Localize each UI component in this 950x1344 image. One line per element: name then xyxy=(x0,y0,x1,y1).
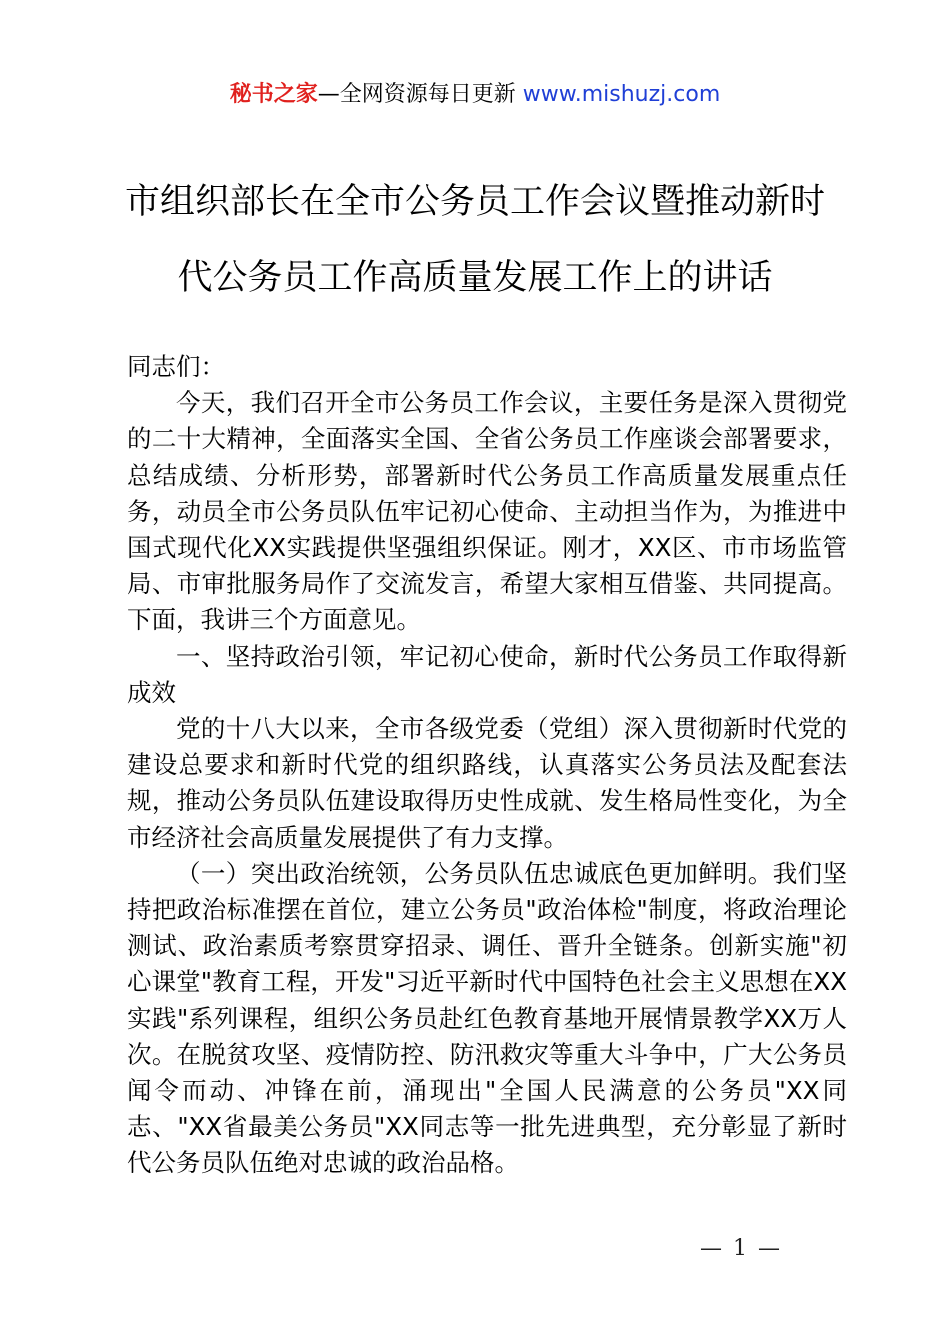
title-line-1: 市组织部长在全市公务员工作会议暨推动新时 xyxy=(124,182,825,222)
paragraph-political-leadership: （一）突出政治统领，公务员队伍忠诚底色更加鲜明。我们坚持把政治标准摆在首位，建立公务员"政治体检"制度，将政治理论测试、政治素质考察贯穿招录、调任、晋升全链条。创新实施"初心课堂"教育工程，开发"习近平新时代中国特色社会主义思想在XX实践"系列课程，组织公务员赴红色教育基地开展情景教学XX万人次。在脱贫攻坚、疫情防控、防汛救灾等重大斗争中，广大公务员闻令而动、冲锋在前，涌现出"全国人民满意的公务员"XX同志、"XX省最美公务员"XX同志等一批先进典型，充分彰显了新时代公务员队伍绝对忠诚的政治品格。 xyxy=(127,858,847,1178)
site-url-link[interactable]: www.mishuzj.com xyxy=(522,82,721,107)
document-title xyxy=(90,164,860,316)
site-header xyxy=(0,78,950,112)
page-number: — 1 — xyxy=(700,1236,782,1261)
salutation: 同志们： xyxy=(127,352,225,381)
brand-name: 秘书之家 xyxy=(229,82,318,107)
section-heading-1: 一、坚持政治引领，牢记初心使命，新时代公务员工作取得新成效 xyxy=(127,641,847,707)
document-body xyxy=(127,349,847,1182)
paragraph-achievements: 党的十八大以来，全市各级党委（党组）深入贯彻新时代党的建设总要求和新时代党的组织路线，认真落实公务员法及配套法规，推动公务员队伍建设取得历史性成就、发生格局性变化，为全市经济社会高质量发展提供了有力支撑。 xyxy=(127,714,847,852)
header-tagline: —全网资源每日更新 xyxy=(317,82,516,107)
paragraph-intro: 今天，我们召开全市公务员工作会议，主要任务是深入贯彻党的二十大精神，全面落实全国、全省公务员工作座谈会部署要求，总结成绩、分析形势，部署新时代公务员工作高质量发展重点任务，动员全市公务员队伍牢记初心使命、主动担当作为，为推进中国式现代化XX实践提供坚强组织保证。刚才，XX区、市市场监管局、市审批服务局作了交流发言，希望大家相互借鉴、共同提高。下面，我讲三个方面意见。 xyxy=(127,388,847,635)
title-line-2: 代公务员工作高质量发展工作上的讲话 xyxy=(177,258,773,298)
